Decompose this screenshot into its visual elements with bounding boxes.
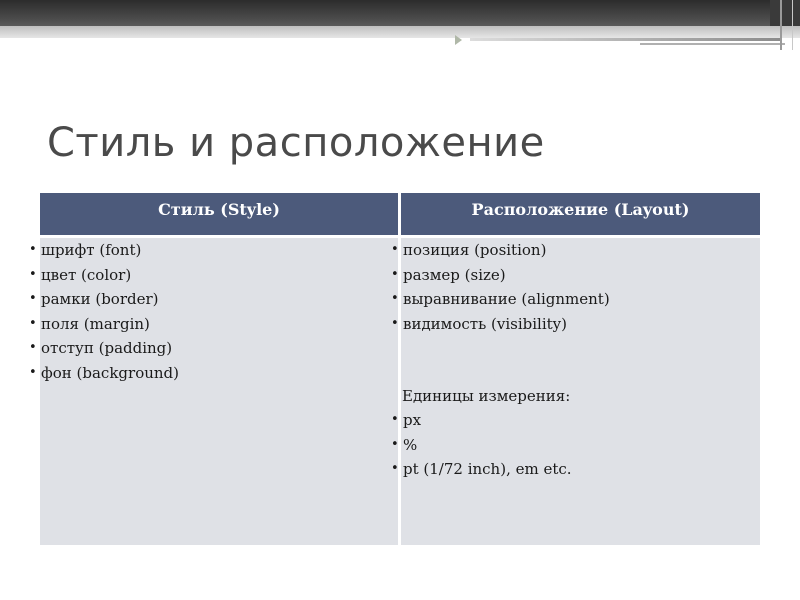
list-item: • % bbox=[391, 433, 572, 458]
triangle-marker-icon bbox=[455, 35, 462, 45]
table-header-layout: Расположение (Layout) bbox=[471, 200, 690, 219]
list-item: • pt (1/72 inch), em etc. bbox=[391, 457, 572, 482]
top-band-light bbox=[0, 26, 800, 38]
top-band-corner bbox=[770, 0, 800, 26]
list-item: • видимость (visibility) bbox=[391, 312, 610, 337]
top-band-dark bbox=[0, 0, 800, 26]
list-item: • шрифт (font) bbox=[29, 238, 179, 263]
list-item: • рамки (border) bbox=[29, 287, 179, 312]
layout-list bbox=[391, 238, 610, 336]
units-heading: Единицы измерения: bbox=[402, 387, 571, 405]
units-list bbox=[391, 408, 572, 482]
list-item: • отступ (padding) bbox=[29, 336, 179, 361]
table-header bbox=[40, 193, 760, 235]
list-item: • размер (size) bbox=[391, 263, 610, 288]
top-accent-line-secondary bbox=[640, 43, 785, 45]
column-divider bbox=[398, 193, 401, 235]
top-vertical-line-secondary bbox=[792, 0, 793, 50]
units-cell bbox=[391, 408, 572, 482]
top-vertical-line bbox=[780, 0, 782, 50]
table-header-style: Стиль (Style) bbox=[158, 200, 280, 219]
top-accent-line bbox=[470, 38, 780, 41]
slide-title: Стиль и расположение bbox=[47, 120, 545, 166]
list-item: • выравнивание (alignment) bbox=[391, 287, 610, 312]
style-list bbox=[29, 238, 179, 386]
list-item: • px bbox=[391, 408, 572, 433]
style-cell bbox=[29, 238, 179, 386]
list-item: • фон (background) bbox=[29, 361, 179, 386]
list-item: • цвет (color) bbox=[29, 263, 179, 288]
list-item: • позиция (position) bbox=[391, 238, 610, 263]
list-item: • поля (margin) bbox=[29, 312, 179, 337]
layout-cell bbox=[391, 238, 610, 336]
